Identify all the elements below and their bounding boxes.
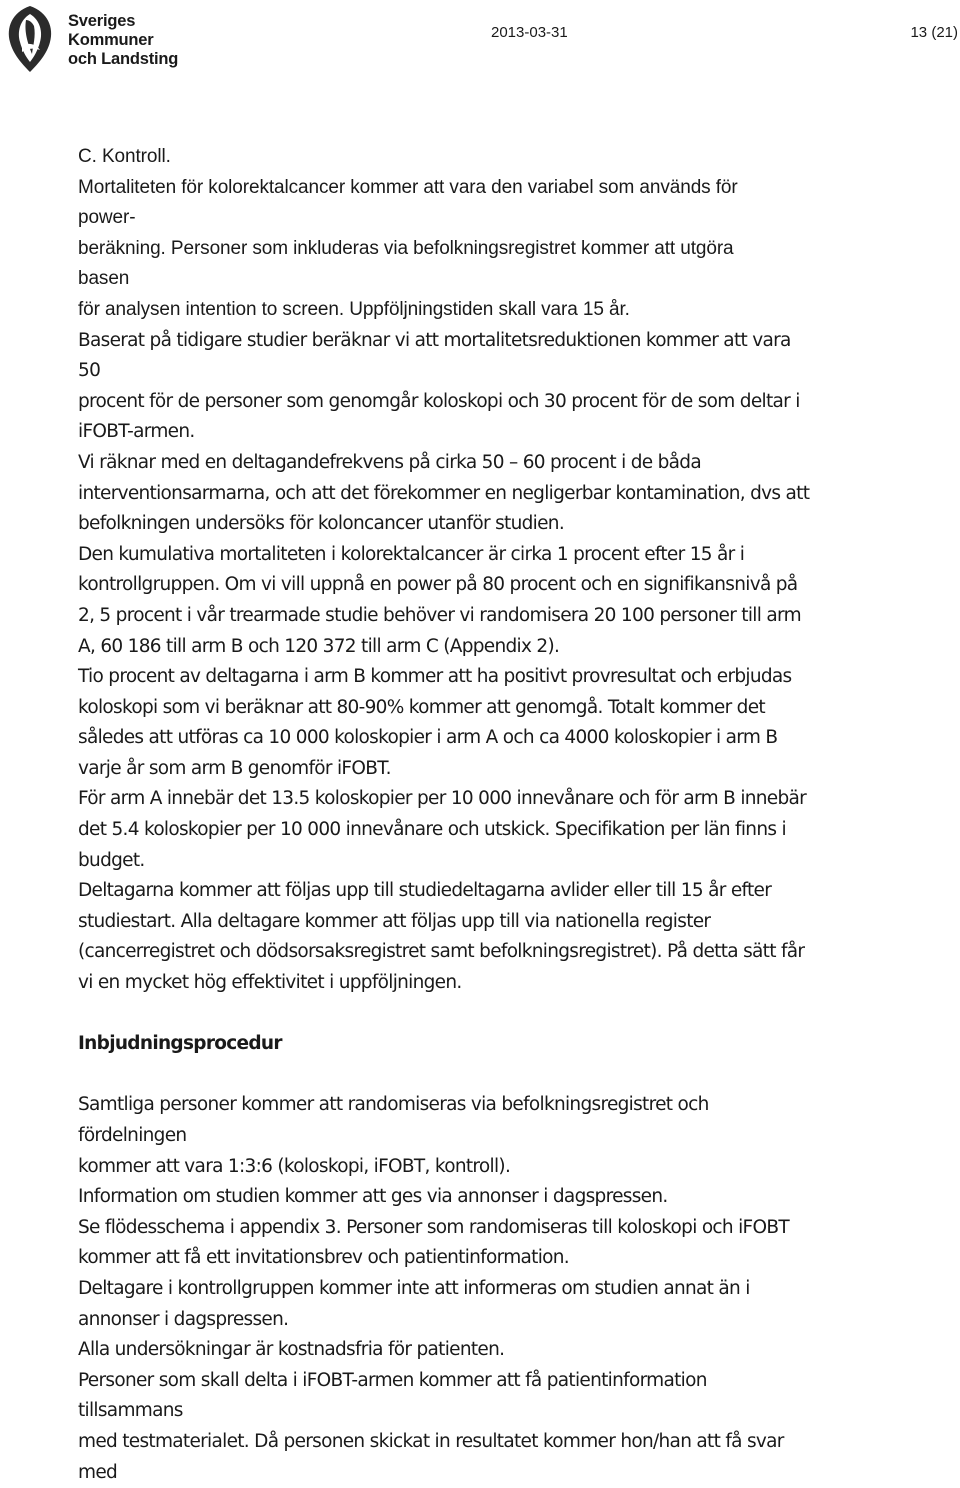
text-line: kommer att få ett invitationsbrev och patientinformation.: [78, 1247, 569, 1269]
text-line: power-: [78, 207, 136, 229]
text-line: Deltagare i kontrollgruppen kommer inte att informeras om studien annat än i: [78, 1277, 750, 1299]
text-line: interventionsarmarna, och att det förekommer en negligerbar kontamination, dvs att: [78, 482, 810, 504]
text-line: Baserat på tidigare studier beräknar vi att mortalitetsreduktionen kommer att vara: [78, 329, 791, 351]
text-line: För arm A innebär det 13.5 koloskopier per 10 000 innevånare och för arm B innebär: [78, 788, 807, 810]
document-body: [78, 142, 948, 1488]
logo-line-1: Sveriges: [68, 12, 136, 30]
text-line: fördelningen: [78, 1125, 187, 1146]
text-line: A, 60 186 till arm B och 120 372 till arm C (Appendix 2).: [78, 635, 560, 657]
text-line: med testmaterialet. Då personen skickat in resultatet kommer hon/han att få svar: [78, 1430, 784, 1452]
page-number: 13 (21): [910, 24, 958, 41]
text-line: C. Kontroll.: [78, 146, 171, 167]
text-line: Mortaliteten för kolorektalcancer kommer att vara den variabel som används för: [78, 176, 738, 198]
text-line: varje år som arm B genomför iFOBT.: [78, 757, 391, 779]
text-line: för analysen intention to screen. Uppföljningstiden skall vara 15 år.: [78, 298, 630, 320]
text-line: Den kumulativa mortaliteten i kolorektalcancer är cirka 1 procent efter 15 år i: [78, 543, 745, 565]
text-line: 50: [78, 360, 101, 382]
spacer: [78, 999, 948, 1030]
header-date: 2013-03-31: [491, 24, 568, 41]
text-line: kontrollgruppen. Om vi vill uppnå en power på 80 procent och en signifikansnivå på: [78, 574, 798, 596]
text-line: Tio procent av deltagarna i arm B kommer att ha positivt provresultat och erbjudas: [78, 666, 792, 688]
text-line: studiestart. Alla deltagare kommer att följas upp till via nationella register: [78, 910, 711, 932]
text-line: Deltagarna kommer att följas upp till studiedeltagarna avlider eller till 15 år efter: [78, 880, 772, 902]
text-line: med: [78, 1461, 118, 1483]
text-line: basen: [78, 268, 130, 290]
text-line: befolkningen undersöks för koloncancer utanför studien.: [78, 513, 564, 535]
text-line: 2, 5 procent i vår trearmade studie behöver vi randomisera 20 100 personer till arm: [78, 604, 801, 626]
logo-wordmark: [68, 12, 178, 69]
text-line: budget.: [78, 849, 145, 871]
spacer: [78, 1060, 948, 1091]
text-line: Vi räknar med en deltagandefrekvens på cirka 50 – 60 procent i de båda: [78, 451, 701, 473]
skl-logo-icon: [2, 2, 58, 74]
text-line: således att utföras ca 10 000 koloskopier i arm A och ca 4000 koloskopier i arm B: [78, 727, 778, 749]
text-line: procent för de personer som genomgår koloskopi och 30 procent för de som deltar i: [78, 390, 800, 412]
text-line: Information om studien kommer att ges via annonser i dagspressen.: [78, 1186, 668, 1208]
text-line: Samtliga personer kommer att randomiseras via befolkningsregistret och: [78, 1094, 709, 1116]
logo-line-2: Kommuner: [68, 31, 154, 49]
text-line: Alla undersökningar är kostnadsfria för patienten.: [78, 1339, 505, 1361]
text-line: beräkning. Personer som inkluderas via befolkningsregistret kommer att utgöra: [78, 237, 734, 259]
text-line: annonser i dagspressen.: [78, 1308, 289, 1330]
logo-line-3: och Landsting: [68, 50, 179, 68]
text-line: vi en mycket hög effektivitet i uppföljningen.: [78, 972, 462, 994]
text-line: tillsammans: [78, 1400, 183, 1422]
text-line: det 5.4 koloskopier per 10 000 innevånare och utskick. Specifikation per län finns i: [78, 819, 786, 841]
text-line: kommer att vara 1:3:6 (koloskopi, iFOBT, kontroll).: [78, 1155, 511, 1177]
text-line: iFOBT-armen.: [78, 421, 195, 443]
text-line: Se flödesschema i appendix 3. Personer som randomiseras till koloskopi och iFOBT: [78, 1216, 789, 1238]
organization-logo: [2, 2, 192, 74]
text-line: Personer som skall delta i iFOBT-armen kommer att få patientinformation: [78, 1369, 707, 1391]
text-line: koloskopi som vi beräknar att 80-90% kommer att genomgå. Totalt kommer det: [78, 696, 765, 718]
text-line: (cancerregistret och dödsorsaksregistret samt befolkningsregistret). På detta sätt får: [78, 941, 805, 963]
section-heading: Inbjudningsprocedur: [78, 1033, 282, 1055]
